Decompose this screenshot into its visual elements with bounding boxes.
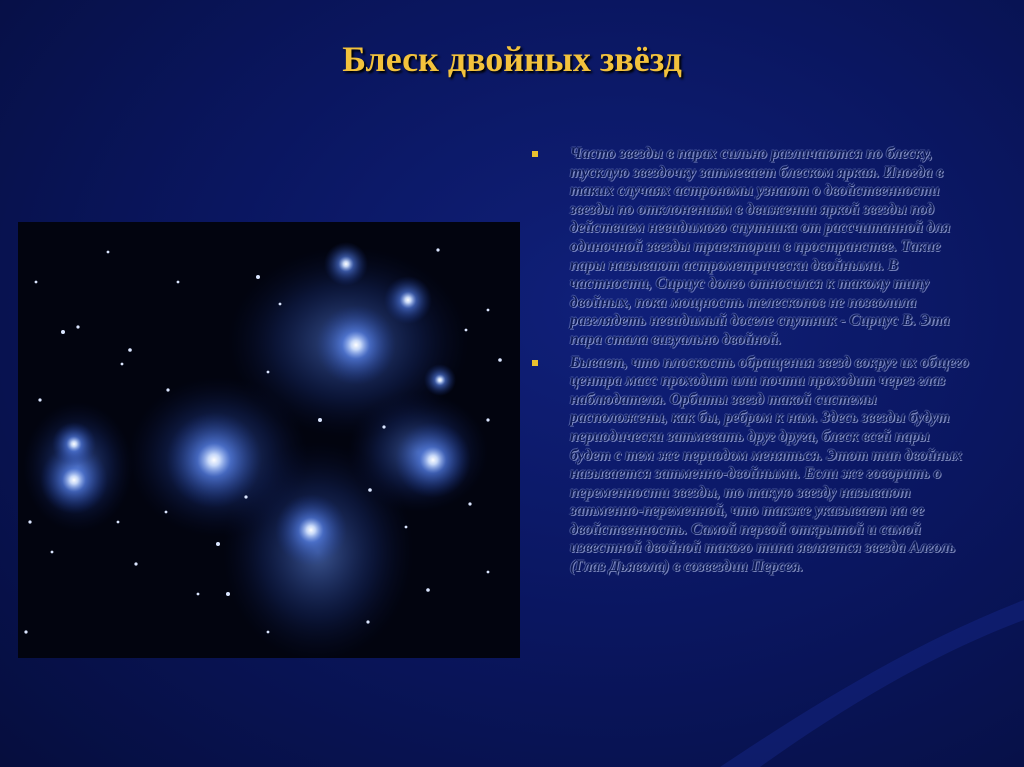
bullet-item (530, 354, 970, 577)
bullet-text: Бывает, что плоскость обращения звезд вокруг их общего центра масс проходит или почти проходит через глаз наблюдателя. Орбиты звезд такой системы расположены, как бы, ребром к нам. Здесь звезды будут периодически затмевать друг друга, блеск всей пары будет с тем же периодом меняться. Этот тип двойных называется затменно-двойными. Если же говорить о переменности звезды, то такую звезду называют затменно-переменной, что также указывает на ее двойственность. Самой первой открытой и самой известной двойной такого типа является звезда Алголь (Глаз Дьявола) в созвездии Персея. (570, 353, 969, 576)
star-cluster-photo (18, 222, 520, 658)
square-bullet-icon (532, 360, 538, 366)
square-bullet-icon (532, 151, 538, 157)
bullet-text: Часто звезды в парах сильно различаются по блеску, тусклую звездочку затмевает блеском яркая. Иногда в таких случаях астрономы узнают о двойственности звезды по отклонениям в движении яркой звезды под действием невидимого спутника от рассчитанной для одиночной звезды траектории в пространстве. Такие пары называют астрометрически двойными. В частности, Сириус долго относился к такому типу двойных, пока мощность телескопов не позволила разглядеть невидимый доселе спутник - Сириус В. Эта пара стала визуально двойной. (570, 145, 951, 348)
bullet-item (530, 145, 970, 350)
slide-title: Блеск двойных звёзд (342, 39, 682, 79)
bullet-list (530, 145, 970, 581)
